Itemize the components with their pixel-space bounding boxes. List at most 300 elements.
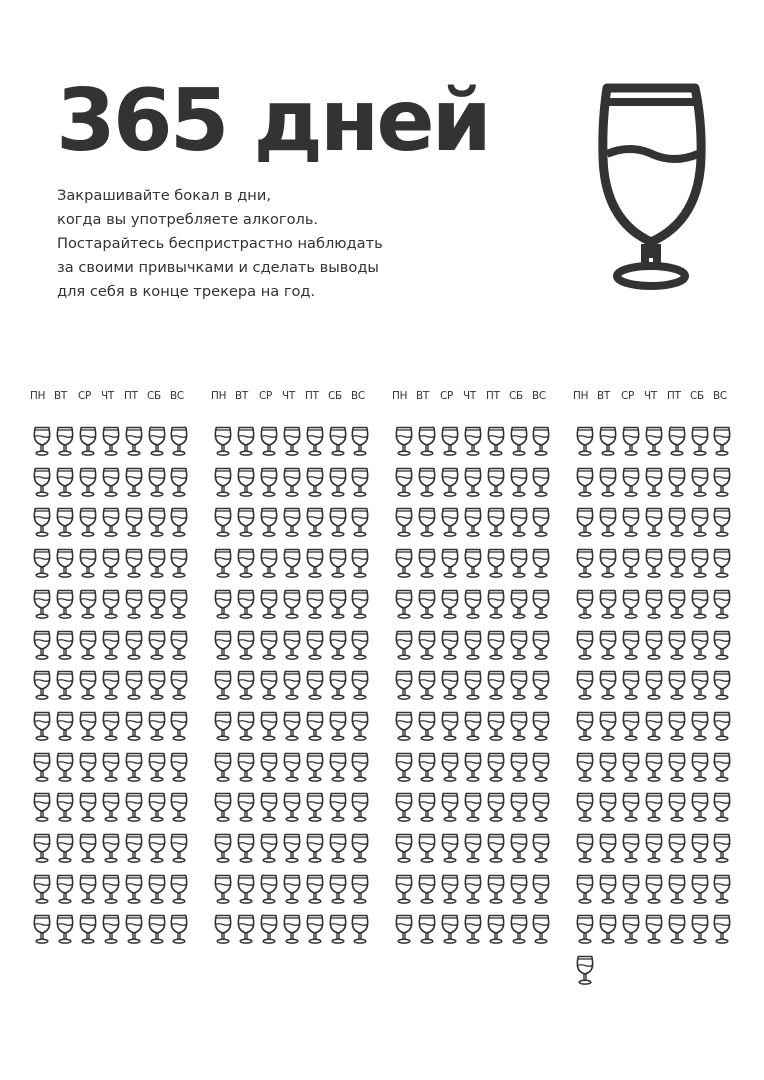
wine-glass-icon[interactable] (102, 467, 120, 498)
wine-glass-icon[interactable] (214, 792, 232, 823)
wine-glass-icon[interactable] (668, 752, 686, 783)
wine-glass-icon[interactable] (576, 792, 594, 823)
wine-glass-icon[interactable] (576, 711, 594, 742)
wine-glass-icon[interactable] (691, 752, 709, 783)
wine-glass-icon[interactable] (306, 467, 324, 498)
wine-glass-icon[interactable] (79, 833, 97, 864)
wine-glass-icon[interactable] (576, 752, 594, 783)
wine-glass-icon[interactable] (487, 630, 505, 661)
wine-glass-icon[interactable] (237, 589, 255, 620)
wine-glass-icon[interactable] (599, 630, 617, 661)
wine-glass-icon[interactable] (668, 711, 686, 742)
wine-glass-icon[interactable] (599, 426, 617, 457)
wine-glass-icon[interactable] (464, 630, 482, 661)
wine-glass-icon[interactable] (214, 589, 232, 620)
wine-glass-icon[interactable] (532, 752, 550, 783)
wine-glass-icon[interactable] (102, 874, 120, 905)
wine-glass-icon[interactable] (214, 874, 232, 905)
wine-glass-icon[interactable] (214, 711, 232, 742)
wine-glass-icon[interactable] (170, 752, 188, 783)
wine-glass-icon[interactable] (351, 426, 369, 457)
wine-glass-icon[interactable] (713, 630, 731, 661)
wine-glass-icon[interactable] (237, 630, 255, 661)
wine-glass-icon[interactable] (306, 507, 324, 538)
wine-glass-icon[interactable] (599, 711, 617, 742)
wine-glass-icon[interactable] (532, 874, 550, 905)
wine-glass-icon[interactable] (283, 752, 301, 783)
wine-glass-icon[interactable] (125, 507, 143, 538)
wine-glass-icon[interactable] (148, 589, 166, 620)
wine-glass-icon[interactable] (510, 711, 528, 742)
wine-glass-icon[interactable] (576, 548, 594, 579)
wine-glass-icon[interactable] (148, 711, 166, 742)
wine-glass-icon[interactable] (395, 874, 413, 905)
wine-glass-icon[interactable] (351, 670, 369, 701)
wine-glass-icon[interactable] (487, 670, 505, 701)
wine-glass-icon[interactable] (214, 752, 232, 783)
wine-glass-icon[interactable] (214, 670, 232, 701)
wine-glass-icon[interactable] (351, 833, 369, 864)
wine-glass-icon[interactable] (306, 426, 324, 457)
wine-glass-icon[interactable] (260, 792, 278, 823)
wine-glass-icon[interactable] (260, 670, 278, 701)
wine-glass-icon[interactable] (102, 833, 120, 864)
wine-glass-icon[interactable] (668, 670, 686, 701)
wine-glass-icon[interactable] (260, 914, 278, 945)
wine-glass-icon[interactable] (418, 467, 436, 498)
wine-glass-icon[interactable] (395, 507, 413, 538)
wine-glass-icon[interactable] (599, 670, 617, 701)
wine-glass-icon[interactable] (102, 589, 120, 620)
wine-glass-icon[interactable] (532, 833, 550, 864)
wine-glass-icon[interactable] (33, 630, 51, 661)
wine-glass-icon[interactable] (306, 752, 324, 783)
wine-glass-icon[interactable] (79, 914, 97, 945)
wine-glass-icon[interactable] (237, 548, 255, 579)
wine-glass-icon[interactable] (33, 874, 51, 905)
wine-glass-icon[interactable] (351, 711, 369, 742)
wine-glass-icon[interactable] (576, 589, 594, 620)
wine-glass-icon[interactable] (125, 630, 143, 661)
wine-glass-icon[interactable] (441, 670, 459, 701)
wine-glass-icon[interactable] (306, 589, 324, 620)
wine-glass-icon[interactable] (576, 467, 594, 498)
wine-glass-icon[interactable] (79, 589, 97, 620)
wine-glass-icon[interactable] (329, 874, 347, 905)
wine-glass-icon[interactable] (329, 711, 347, 742)
wine-glass-icon[interactable] (170, 792, 188, 823)
wine-glass-icon[interactable] (125, 914, 143, 945)
wine-glass-icon[interactable] (33, 467, 51, 498)
wine-glass-icon[interactable] (487, 792, 505, 823)
wine-glass-icon[interactable] (351, 630, 369, 661)
wine-glass-icon[interactable] (532, 507, 550, 538)
wine-glass-icon[interactable] (418, 833, 436, 864)
wine-glass-icon[interactable] (170, 507, 188, 538)
wine-glass-icon[interactable] (441, 752, 459, 783)
wine-glass-icon[interactable] (645, 467, 663, 498)
wine-glass-icon[interactable] (306, 548, 324, 579)
wine-glass-icon[interactable] (170, 467, 188, 498)
wine-glass-icon[interactable] (713, 426, 731, 457)
wine-glass-icon[interactable] (170, 630, 188, 661)
wine-glass-icon[interactable] (148, 630, 166, 661)
wine-glass-icon[interactable] (441, 914, 459, 945)
wine-glass-icon[interactable] (237, 752, 255, 783)
wine-glass-icon[interactable] (79, 630, 97, 661)
wine-glass-icon[interactable] (464, 833, 482, 864)
wine-glass-icon[interactable] (668, 426, 686, 457)
wine-glass-icon[interactable] (441, 792, 459, 823)
wine-glass-icon[interactable] (418, 711, 436, 742)
wine-glass-icon[interactable] (576, 874, 594, 905)
wine-glass-icon[interactable] (464, 711, 482, 742)
wine-glass-icon[interactable] (599, 507, 617, 538)
wine-glass-icon[interactable] (713, 874, 731, 905)
wine-glass-icon[interactable] (464, 548, 482, 579)
wine-glass-icon[interactable] (351, 874, 369, 905)
wine-glass-icon[interactable] (464, 426, 482, 457)
wine-glass-icon[interactable] (645, 792, 663, 823)
wine-glass-icon[interactable] (102, 914, 120, 945)
wine-glass-icon[interactable] (351, 467, 369, 498)
wine-glass-icon[interactable] (441, 833, 459, 864)
wine-glass-icon[interactable] (464, 670, 482, 701)
wine-glass-icon[interactable] (599, 792, 617, 823)
wine-glass-icon[interactable] (691, 507, 709, 538)
wine-glass-icon[interactable] (441, 630, 459, 661)
wine-glass-icon[interactable] (532, 589, 550, 620)
wine-glass-icon[interactable] (283, 914, 301, 945)
wine-glass-icon[interactable] (622, 630, 640, 661)
wine-glass-icon[interactable] (576, 630, 594, 661)
wine-glass-icon[interactable] (56, 630, 74, 661)
wine-glass-icon[interactable] (351, 752, 369, 783)
wine-glass-icon[interactable] (645, 833, 663, 864)
wine-glass-icon[interactable] (395, 792, 413, 823)
wine-glass-icon[interactable] (510, 630, 528, 661)
wine-glass-icon[interactable] (487, 752, 505, 783)
wine-glass-icon[interactable] (441, 548, 459, 579)
wine-glass-icon[interactable] (33, 914, 51, 945)
wine-glass-icon[interactable] (713, 914, 731, 945)
wine-glass-icon[interactable] (622, 833, 640, 864)
wine-glass-icon[interactable] (351, 914, 369, 945)
wine-glass-icon[interactable] (260, 752, 278, 783)
wine-glass-icon[interactable] (599, 833, 617, 864)
wine-glass-icon[interactable] (237, 792, 255, 823)
wine-glass-icon[interactable] (599, 874, 617, 905)
wine-glass-icon[interactable] (418, 589, 436, 620)
wine-glass-icon[interactable] (125, 874, 143, 905)
wine-glass-icon[interactable] (148, 670, 166, 701)
wine-glass-icon[interactable] (237, 426, 255, 457)
wine-glass-icon[interactable] (329, 426, 347, 457)
wine-glass-icon[interactable] (260, 548, 278, 579)
wine-glass-icon[interactable] (532, 792, 550, 823)
wine-glass-icon[interactable] (283, 874, 301, 905)
wine-glass-icon[interactable] (441, 426, 459, 457)
wine-glass-icon[interactable] (395, 833, 413, 864)
wine-glass-icon[interactable] (645, 752, 663, 783)
wine-glass-icon[interactable] (148, 752, 166, 783)
wine-glass-icon[interactable] (487, 589, 505, 620)
wine-glass-icon[interactable] (79, 426, 97, 457)
wine-glass-icon[interactable] (33, 426, 51, 457)
wine-glass-icon[interactable] (464, 467, 482, 498)
wine-glass-icon[interactable] (622, 548, 640, 579)
wine-glass-icon[interactable] (418, 914, 436, 945)
wine-glass-icon[interactable] (260, 833, 278, 864)
wine-glass-icon[interactable] (599, 548, 617, 579)
wine-glass-icon[interactable] (645, 914, 663, 945)
wine-glass-icon[interactable] (214, 507, 232, 538)
wine-glass-icon[interactable] (510, 914, 528, 945)
wine-glass-icon[interactable] (464, 752, 482, 783)
wine-glass-icon[interactable] (260, 507, 278, 538)
wine-glass-icon[interactable] (441, 711, 459, 742)
wine-glass-icon[interactable] (79, 792, 97, 823)
wine-glass-icon[interactable] (329, 548, 347, 579)
wine-glass-icon[interactable] (237, 914, 255, 945)
wine-glass-icon[interactable] (56, 752, 74, 783)
wine-glass-icon[interactable] (668, 833, 686, 864)
wine-glass-icon[interactable] (306, 792, 324, 823)
wine-glass-icon[interactable] (102, 548, 120, 579)
wine-glass-icon[interactable] (713, 752, 731, 783)
wine-glass-icon[interactable] (510, 426, 528, 457)
wine-glass-icon[interactable] (79, 711, 97, 742)
wine-glass-icon[interactable] (395, 426, 413, 457)
wine-glass-icon[interactable] (691, 630, 709, 661)
wine-glass-icon[interactable] (79, 752, 97, 783)
wine-glass-icon[interactable] (33, 589, 51, 620)
wine-glass-icon[interactable] (283, 792, 301, 823)
wine-glass-icon[interactable] (148, 426, 166, 457)
wine-glass-icon[interactable] (283, 711, 301, 742)
wine-glass-icon[interactable] (125, 833, 143, 864)
wine-glass-icon[interactable] (713, 507, 731, 538)
wine-glass-icon[interactable] (441, 467, 459, 498)
wine-glass-icon[interactable] (418, 548, 436, 579)
wine-glass-icon[interactable] (56, 792, 74, 823)
wine-glass-icon[interactable] (329, 752, 347, 783)
wine-glass-icon[interactable] (170, 426, 188, 457)
wine-glass-icon[interactable] (691, 426, 709, 457)
wine-glass-icon[interactable] (33, 670, 51, 701)
wine-glass-icon[interactable] (441, 874, 459, 905)
wine-glass-icon[interactable] (306, 914, 324, 945)
wine-glass-icon[interactable] (102, 630, 120, 661)
wine-glass-icon[interactable] (713, 548, 731, 579)
wine-glass-icon[interactable] (668, 630, 686, 661)
wine-glass-icon[interactable] (599, 752, 617, 783)
wine-glass-icon[interactable] (125, 426, 143, 457)
wine-glass-icon[interactable] (260, 589, 278, 620)
wine-glass-icon[interactable] (622, 792, 640, 823)
wine-glass-icon[interactable] (599, 914, 617, 945)
wine-glass-icon[interactable] (237, 874, 255, 905)
wine-glass-icon[interactable] (79, 507, 97, 538)
wine-glass-icon[interactable] (260, 874, 278, 905)
wine-glass-icon[interactable] (214, 467, 232, 498)
wine-glass-icon[interactable] (510, 589, 528, 620)
wine-glass-icon[interactable] (599, 467, 617, 498)
wine-glass-icon[interactable] (56, 548, 74, 579)
wine-glass-icon[interactable] (622, 426, 640, 457)
wine-glass-icon[interactable] (532, 711, 550, 742)
wine-glass-icon[interactable] (283, 833, 301, 864)
wine-glass-icon[interactable] (79, 874, 97, 905)
wine-glass-icon[interactable] (214, 914, 232, 945)
wine-glass-icon[interactable] (56, 589, 74, 620)
wine-glass-icon[interactable] (622, 711, 640, 742)
wine-glass-icon[interactable] (691, 548, 709, 579)
wine-glass-icon[interactable] (510, 548, 528, 579)
wine-glass-icon[interactable] (148, 548, 166, 579)
wine-glass-icon[interactable] (510, 507, 528, 538)
wine-glass-icon[interactable] (464, 914, 482, 945)
wine-glass-icon[interactable] (487, 426, 505, 457)
wine-glass-icon[interactable] (487, 874, 505, 905)
wine-glass-icon[interactable] (329, 630, 347, 661)
wine-glass-icon[interactable] (532, 630, 550, 661)
wine-glass-icon[interactable] (148, 874, 166, 905)
wine-glass-icon[interactable] (645, 711, 663, 742)
wine-glass-icon[interactable] (102, 670, 120, 701)
wine-glass-icon[interactable] (668, 507, 686, 538)
wine-glass-icon[interactable] (532, 548, 550, 579)
wine-glass-icon[interactable] (510, 833, 528, 864)
wine-glass-icon[interactable] (668, 467, 686, 498)
wine-glass-icon[interactable] (351, 507, 369, 538)
wine-glass-icon[interactable] (395, 467, 413, 498)
wine-glass-icon[interactable] (306, 874, 324, 905)
wine-glass-icon[interactable] (214, 833, 232, 864)
wine-glass-icon[interactable] (56, 426, 74, 457)
wine-glass-icon[interactable] (283, 630, 301, 661)
wine-glass-icon[interactable] (351, 548, 369, 579)
wine-glass-icon[interactable] (306, 670, 324, 701)
wine-glass-icon[interactable] (668, 874, 686, 905)
wine-glass-icon[interactable] (418, 670, 436, 701)
wine-glass-icon[interactable] (713, 467, 731, 498)
wine-glass-icon[interactable] (170, 833, 188, 864)
wine-glass-icon[interactable] (33, 833, 51, 864)
wine-glass-icon[interactable] (418, 630, 436, 661)
wine-glass-icon[interactable] (148, 467, 166, 498)
wine-glass-icon[interactable] (329, 833, 347, 864)
wine-glass-icon[interactable] (487, 467, 505, 498)
wine-glass-icon[interactable] (532, 426, 550, 457)
wine-glass-icon[interactable] (237, 507, 255, 538)
wine-glass-icon[interactable] (170, 874, 188, 905)
wine-glass-icon[interactable] (395, 670, 413, 701)
wine-glass-icon[interactable] (510, 792, 528, 823)
wine-glass-icon[interactable] (576, 507, 594, 538)
wine-glass-icon[interactable] (56, 874, 74, 905)
wine-glass-icon[interactable] (464, 874, 482, 905)
wine-glass-icon[interactable] (79, 670, 97, 701)
wine-glass-icon[interactable] (306, 630, 324, 661)
wine-glass-icon[interactable] (645, 630, 663, 661)
wine-glass-icon[interactable] (351, 589, 369, 620)
wine-glass-icon[interactable] (260, 426, 278, 457)
wine-glass-icon[interactable] (645, 670, 663, 701)
wine-glass-icon[interactable] (418, 507, 436, 538)
wine-glass-icon[interactable] (713, 589, 731, 620)
wine-glass-icon[interactable] (283, 426, 301, 457)
wine-glass-icon[interactable] (622, 467, 640, 498)
wine-glass-icon[interactable] (395, 548, 413, 579)
wine-glass-icon[interactable] (56, 507, 74, 538)
wine-glass-icon[interactable] (283, 507, 301, 538)
wine-glass-icon[interactable] (79, 467, 97, 498)
wine-glass-icon[interactable] (56, 670, 74, 701)
wine-glass-icon[interactable] (622, 670, 640, 701)
wine-glass-icon[interactable] (33, 792, 51, 823)
wine-glass-icon[interactable] (237, 467, 255, 498)
wine-glass-icon[interactable] (464, 792, 482, 823)
wine-glass-icon[interactable] (395, 914, 413, 945)
wine-glass-icon[interactable] (691, 467, 709, 498)
wine-glass-icon[interactable] (125, 670, 143, 701)
wine-glass-icon[interactable] (645, 507, 663, 538)
wine-glass-icon[interactable] (418, 874, 436, 905)
wine-glass-icon[interactable] (395, 752, 413, 783)
wine-glass-icon[interactable] (668, 548, 686, 579)
wine-glass-icon[interactable] (102, 752, 120, 783)
wine-glass-icon[interactable] (237, 711, 255, 742)
wine-glass-icon[interactable] (283, 548, 301, 579)
wine-glass-icon[interactable] (691, 914, 709, 945)
wine-glass-icon[interactable] (329, 670, 347, 701)
wine-glass-icon[interactable] (487, 507, 505, 538)
wine-glass-icon[interactable] (260, 630, 278, 661)
wine-glass-icon[interactable] (441, 589, 459, 620)
wine-glass-icon[interactable] (170, 548, 188, 579)
wine-glass-icon[interactable] (33, 711, 51, 742)
wine-glass-icon[interactable] (125, 589, 143, 620)
wine-glass-icon[interactable] (237, 833, 255, 864)
wine-glass-icon[interactable] (214, 426, 232, 457)
wine-glass-icon[interactable] (487, 914, 505, 945)
wine-glass-icon[interactable] (329, 589, 347, 620)
wine-glass-icon[interactable] (148, 792, 166, 823)
wine-glass-icon[interactable] (532, 670, 550, 701)
wine-glass-icon[interactable] (576, 955, 594, 986)
wine-glass-icon[interactable] (645, 548, 663, 579)
wine-glass-icon[interactable] (510, 874, 528, 905)
wine-glass-icon[interactable] (645, 874, 663, 905)
wine-glass-icon[interactable] (713, 711, 731, 742)
wine-glass-icon[interactable] (395, 630, 413, 661)
wine-glass-icon[interactable] (418, 752, 436, 783)
wine-glass-icon[interactable] (510, 752, 528, 783)
wine-glass-icon[interactable] (170, 711, 188, 742)
wine-glass-icon[interactable] (691, 792, 709, 823)
wine-glass-icon[interactable] (576, 426, 594, 457)
wine-glass-icon[interactable] (464, 589, 482, 620)
wine-glass-icon[interactable] (576, 914, 594, 945)
wine-glass-icon[interactable] (214, 630, 232, 661)
wine-glass-icon[interactable] (668, 589, 686, 620)
wine-glass-icon[interactable] (237, 670, 255, 701)
wine-glass-icon[interactable] (329, 914, 347, 945)
wine-glass-icon[interactable] (510, 670, 528, 701)
wine-glass-icon[interactable] (599, 589, 617, 620)
wine-glass-icon[interactable] (645, 426, 663, 457)
